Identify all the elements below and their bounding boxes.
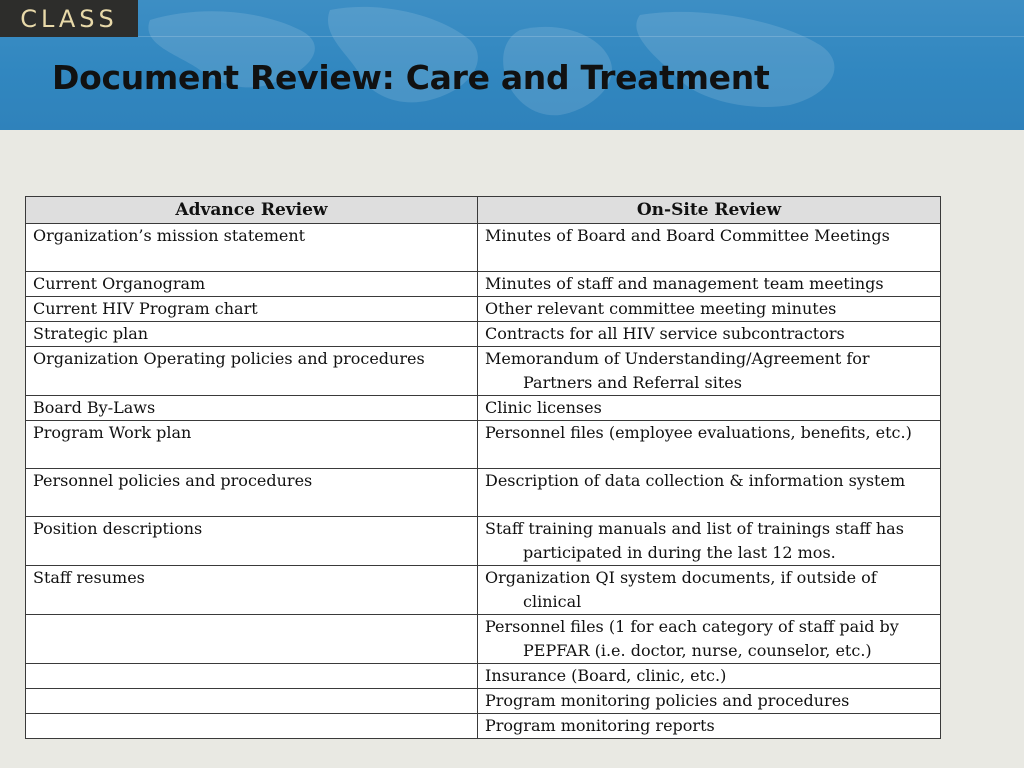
table-row — [26, 224, 941, 272]
table-row — [26, 615, 941, 664]
on-site-review-cell: Insurance (Board, clinic, etc.) — [478, 664, 941, 689]
on-site-review-cell: Memorandum of Understanding/Agreement for Partners and Referral sites — [478, 347, 941, 396]
header-divider — [0, 36, 1024, 37]
on-site-review-cell: Personnel files (1 for each category of staff paid by PEPFAR (i.e. doctor, nurse, counselor, etc.) — [478, 615, 941, 664]
table-row — [26, 322, 941, 347]
advance-review-cell: Board By-Laws — [26, 396, 478, 421]
advance-review-cell: Organization’s mission statement — [26, 224, 478, 272]
table-row — [26, 272, 941, 297]
table-row — [26, 347, 941, 396]
advance-review-cell: Organization Operating policies and procedures — [26, 347, 478, 396]
advance-review-cell: Position descriptions — [26, 517, 478, 566]
document-review-table — [25, 196, 941, 739]
on-site-review-cell: Clinic licenses — [478, 396, 941, 421]
on-site-review-cell: Minutes of staff and management team meetings — [478, 272, 941, 297]
table-row — [26, 566, 941, 615]
advance-review-cell: Current Organogram — [26, 272, 478, 297]
table-row — [26, 297, 941, 322]
on-site-review-cell: Minutes of Board and Board Committee Meetings — [478, 224, 941, 272]
on-site-review-cell: Program monitoring reports — [478, 714, 941, 739]
on-site-review-cell: Organization QI system documents, if outside of clinical — [478, 566, 941, 615]
slide-header — [0, 0, 1024, 130]
advance-review-cell — [26, 714, 478, 739]
table-row — [26, 421, 941, 469]
advance-review-cell: Staff resumes — [26, 566, 478, 615]
table-row — [26, 396, 941, 421]
page-title: Document Review: Care and Treatment — [52, 58, 770, 97]
table-row — [26, 664, 941, 689]
on-site-review-cell: Description of data collection & information system — [478, 469, 941, 517]
advance-review-cell — [26, 689, 478, 714]
on-site-review-cell: Other relevant committee meeting minutes — [478, 297, 941, 322]
on-site-review-cell: Personnel files (employee evaluations, benefits, etc.) — [478, 421, 941, 469]
on-site-review-cell: Contracts for all HIV service subcontractors — [478, 322, 941, 347]
table-row — [26, 714, 941, 739]
table-row — [26, 689, 941, 714]
advance-review-cell: Strategic plan — [26, 322, 478, 347]
class-logo — [0, 0, 138, 37]
on-site-review-cell: Program monitoring policies and procedures — [478, 689, 941, 714]
on-site-review-cell: Staff training manuals and list of trainings staff has participated in during the last 12 mos. — [478, 517, 941, 566]
document-review-table-wrap — [25, 196, 940, 739]
advance-review-cell — [26, 664, 478, 689]
logo-text: CLASS — [20, 4, 118, 33]
column-header-advance-review: Advance Review — [26, 197, 478, 224]
advance-review-cell: Current HIV Program chart — [26, 297, 478, 322]
advance-review-cell — [26, 615, 478, 664]
table-row — [26, 517, 941, 566]
table-row — [26, 469, 941, 517]
column-header-on-site-review: On-Site Review — [478, 197, 941, 224]
advance-review-cell: Personnel policies and procedures — [26, 469, 478, 517]
table-header-row — [26, 197, 941, 224]
advance-review-cell: Program Work plan — [26, 421, 478, 469]
